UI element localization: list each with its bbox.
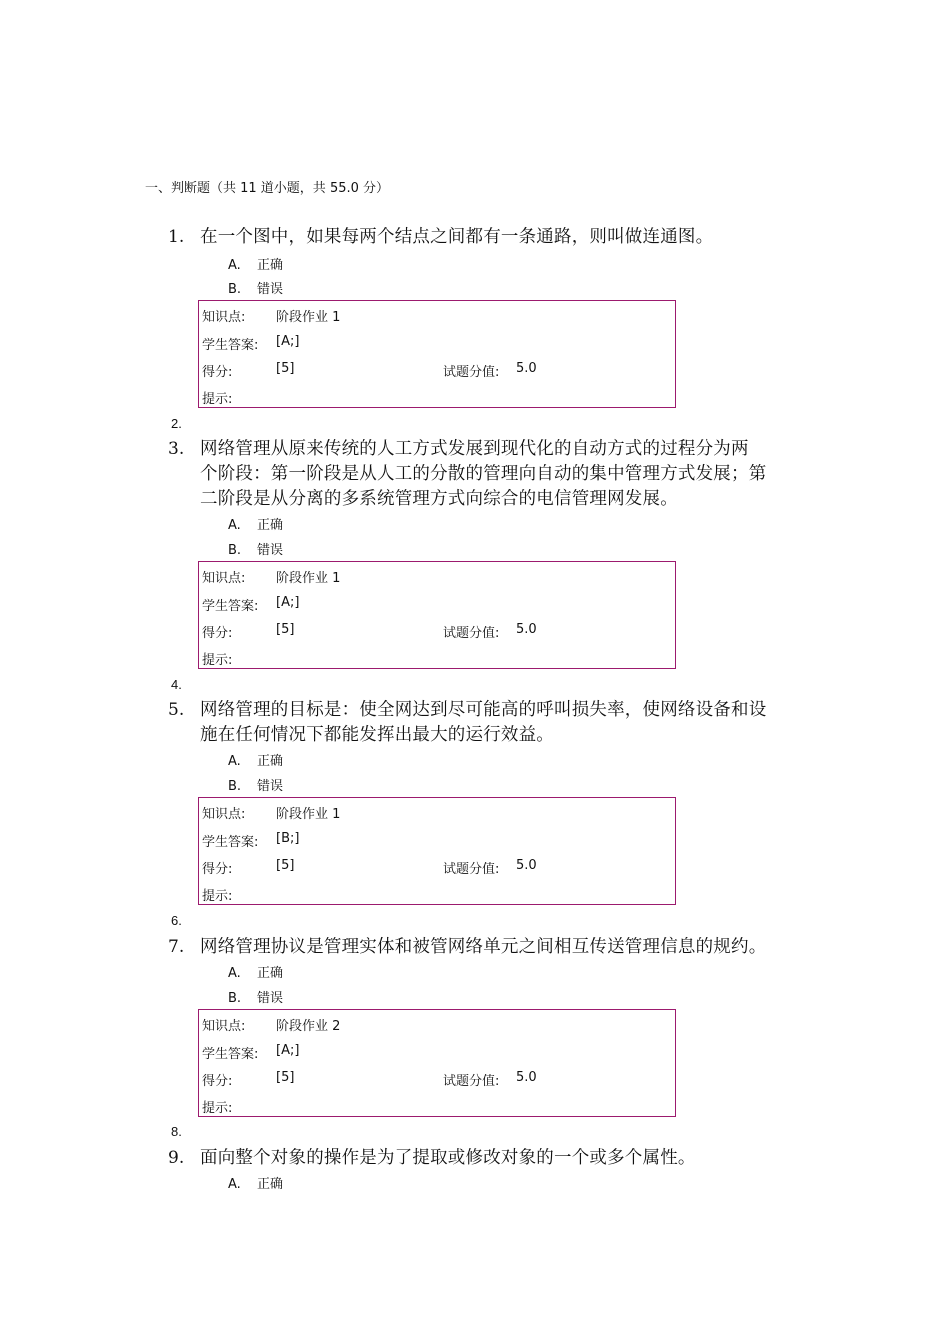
point-value-label: 试题分值: [443, 1074, 500, 1089]
question-number: 7. [168, 937, 185, 957]
score-value: [5] [276, 361, 295, 376]
question-number: 5. [168, 700, 185, 720]
option-a[interactable] [228, 254, 283, 273]
score-label: 得分: [202, 862, 233, 877]
question-line: 二阶段是从分离的多系统管理方式向综合的电信管理网发展。 [200, 489, 678, 509]
info-box [198, 797, 676, 905]
info-box [198, 561, 676, 669]
point-value-label: 试题分值: [443, 365, 500, 380]
point-value: 5.0 [516, 361, 537, 376]
point-value: 5.0 [516, 858, 537, 873]
question-text [200, 698, 812, 748]
score-label: 得分: [202, 1074, 233, 1089]
option-b[interactable] [228, 539, 283, 558]
question-line: 网络管理的目标是：使全网达到尽可能高的呼叫损失率，使网络设备和设 [200, 700, 767, 720]
option-text: 正确 [257, 518, 284, 533]
option-text: 正确 [257, 258, 284, 273]
score-value: [5] [276, 622, 295, 637]
point-value-label: 试题分值: [443, 626, 500, 641]
answer-label: 学生答案: [202, 599, 259, 614]
option-text: 错误 [257, 543, 284, 558]
question-line: 个阶段：第一阶段是从人工的分散的管理向自动的集中管理方式发展；第 [200, 464, 767, 484]
option-letter: A. [228, 1177, 241, 1192]
question-line: 面向整个对象的操作是为了提取或修改对象的一个或多个属性。 [200, 1148, 696, 1168]
info-box [198, 300, 676, 408]
knowledge-value: 阶段作业 1 [276, 310, 341, 325]
answer-label: 学生答案: [202, 835, 259, 850]
knowledge-value: 阶段作业 1 [276, 807, 341, 822]
option-text: 正确 [257, 966, 284, 981]
option-letter: A. [228, 518, 241, 533]
knowledge-label: 知识点: [202, 807, 246, 822]
point-value-label: 试题分值: [443, 862, 500, 877]
question-number: 1. [168, 227, 185, 247]
question-number: 6. [171, 913, 182, 928]
option-a[interactable] [228, 962, 283, 981]
option-text: 正确 [257, 1177, 284, 1192]
info-box [198, 1009, 676, 1117]
score-value: [5] [276, 1070, 295, 1085]
option-b[interactable] [228, 278, 283, 297]
option-letter: B. [228, 282, 242, 297]
option-letter: B. [228, 543, 242, 558]
question-number: 8. [171, 1124, 182, 1139]
question-text [200, 437, 812, 512]
option-b[interactable] [228, 987, 283, 1006]
answer-label: 学生答案: [202, 338, 259, 353]
option-letter: B. [228, 779, 242, 794]
option-text: 正确 [257, 754, 284, 769]
answer-value: [B;] [276, 831, 300, 846]
answer-label: 学生答案: [202, 1047, 259, 1062]
option-letter: B. [228, 991, 242, 1006]
question-line: 施在任何情况下都能发挥出最大的运行效益。 [200, 725, 554, 745]
question-number: 2. [171, 416, 182, 431]
knowledge-value: 阶段作业 2 [276, 1019, 341, 1034]
option-a[interactable] [228, 750, 283, 769]
hint-label: 提示: [202, 392, 233, 407]
knowledge-label: 知识点: [202, 1019, 246, 1034]
point-value: 5.0 [516, 1070, 537, 1085]
option-a[interactable] [228, 514, 283, 533]
question-line: 在一个图中，如果每两个结点之间都有一条通路，则叫做连通图。 [200, 227, 714, 247]
answer-value: [A;] [276, 1043, 300, 1058]
question-text [200, 1146, 812, 1171]
question-number: 4. [171, 677, 182, 692]
hint-label: 提示: [202, 1101, 233, 1116]
knowledge-value: 阶段作业 1 [276, 571, 341, 586]
question-text [200, 225, 812, 250]
question-line: 网络管理从原来传统的人工方式发展到现代化的自动方式的过程分为两 [200, 439, 749, 459]
question-line: 网络管理协议是管理实体和被管网络单元之间相互传送管理信息的规约。 [200, 937, 767, 957]
knowledge-label: 知识点: [202, 571, 246, 586]
option-text: 错误 [257, 991, 284, 1006]
hint-label: 提示: [202, 889, 233, 904]
hint-label: 提示: [202, 653, 233, 668]
score-label: 得分: [202, 365, 233, 380]
option-letter: A. [228, 966, 241, 981]
question-text [200, 935, 812, 960]
answer-value: [A;] [276, 595, 300, 610]
question-number: 3. [168, 439, 185, 459]
option-letter: A. [228, 754, 241, 769]
option-text: 错误 [257, 282, 284, 297]
answer-value: [A;] [276, 334, 300, 349]
section-title: 一、判断题（共 11 道小题，共 55.0 分） [145, 181, 390, 196]
option-b[interactable] [228, 775, 283, 794]
option-text: 错误 [257, 779, 284, 794]
score-label: 得分: [202, 626, 233, 641]
point-value: 5.0 [516, 622, 537, 637]
option-a[interactable] [228, 1173, 283, 1192]
option-letter: A. [228, 258, 241, 273]
question-number: 9. [168, 1148, 185, 1168]
score-value: [5] [276, 858, 295, 873]
knowledge-label: 知识点: [202, 310, 246, 325]
